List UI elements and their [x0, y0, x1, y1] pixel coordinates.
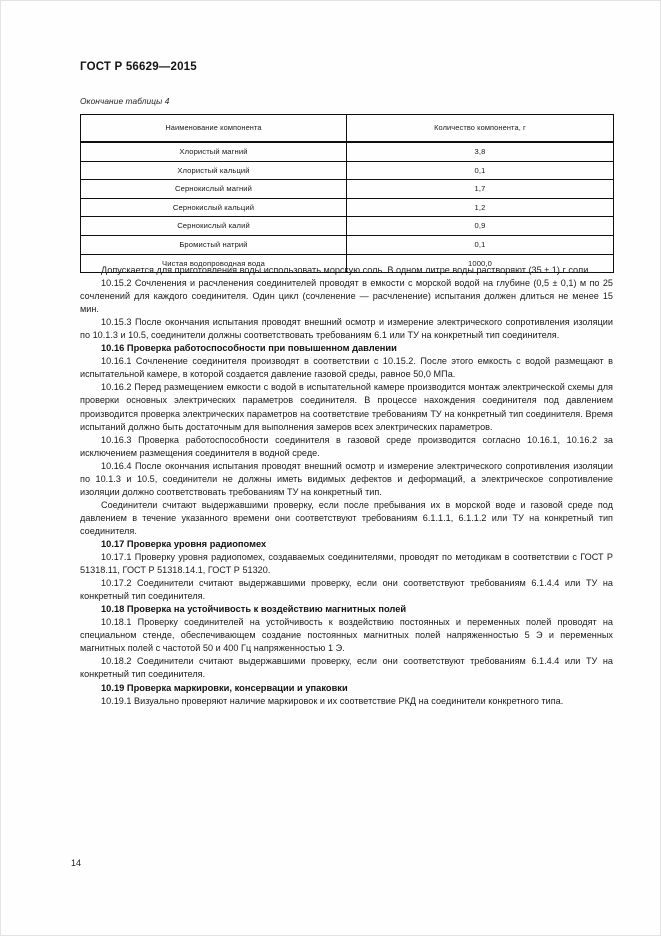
paragraph-10-15-3: 10.15.3 После окончания испытания проводят внешний осмотр и измерение электрического сопротивления изоляции по 10.1.3 и 10.5, соединители должны соответствовать требованиям 6.1 или ТУ на конкретный тип соединителя. — [80, 317, 613, 341]
paragraph-10-16-3: 10.16.3 Проверка работоспособности соединителя в газовой среде производится согласно 10.16.1, 10.16.2 за исключением размещения соединителя в водной среде. — [80, 434, 613, 458]
cell-component: Бромистый натрий — [81, 235, 347, 254]
cell-component: Сернокислый калий — [81, 217, 347, 236]
table-caption: Окончание таблицы 4 — [80, 96, 170, 106]
table-row — [81, 235, 614, 254]
paragraph-10-16-4: 10.16.4 После окончания испытания проводят внешний осмотр и измерение электрического сопротивления изоляции по 10.1.3 и 10.5, соединители не должны иметь видимых дефектов и деформаций, а электрическое сопротивление изоляции должно соответствовать требованиям ТУ на конкретный тип. — [80, 460, 613, 497]
table-header-row — [81, 115, 614, 143]
table-row — [81, 180, 614, 199]
cell-amount: 1000,0 — [347, 254, 614, 273]
paragraph-10-16-2: 10.16.2 Перед размещением емкости с водой в испытательной камере производится монтаж электрической схемы для проверки основных электрических параметров соединителя. В процессе нахождения соединителя под давлением производится проверка электрических параметров на соответствие требованиям ТУ на конкретный тип соединителя. Время испытаний должно быть достаточным для выполнения замеров всех электрических параметров. — [80, 382, 613, 432]
cell-component: Сернокислый магний — [81, 180, 347, 199]
cell-component: Хлористый магний — [81, 142, 347, 161]
cell-amount: 0,9 — [347, 217, 614, 236]
heading-10-18: 10.18 Проверка на устойчивость к воздействию магнитных полей — [101, 604, 407, 615]
heading-10-17: 10.17 Проверка уровня радиопомех — [101, 538, 267, 549]
paragraph-10-15-2: 10.15.2 Сочленения и расчленения соединителей проводят в емкости с морской водой на глубине (0,5 ± 0,1) м по 25 сочленений для каждого соединителя. Один цикл (сочленение — расчленение) испытания должен длиться не менее 15 мин. — [80, 278, 613, 315]
body-text-column — [80, 264, 613, 708]
paragraph-10-16-1: 10.16.1 Сочленение соединителя производят в соответствии с 10.15.2. После этого емкость с водой размещают в испытательной камере, в которой создается давление газовой среды, равное 50,0 МПа. — [80, 356, 613, 380]
cell-amount: 0,1 — [347, 161, 614, 180]
cell-component: Чистая водопроводная вода — [81, 254, 347, 273]
heading-10-19: 10.19 Проверка маркировки, консервации и упаковки — [101, 682, 348, 693]
table-row — [81, 217, 614, 236]
heading-10-16: 10.16 Проверка работоспособности при повышенном давлении — [101, 343, 397, 354]
paragraph-10-18-1: 10.18.1 Проверку соединителей на устойчивость к воздействию постоянных и переменных полей проводят на специальном стенде, обеспечивающем создание постоянных магнитных полей напряженностью 5 Э и переменных магнитных полей с частотой 50 и 400 Гц напряженностью 1 Э. — [80, 617, 613, 654]
table-header — [81, 115, 614, 143]
cell-amount: 3,8 — [347, 142, 614, 161]
cell-component: Хлористый кальций — [81, 161, 347, 180]
paragraph-sea-salt: Допускается для приготовления воды использовать морскую соль. В одном литре воды растворяют (35 ± 1) г соли. — [101, 265, 591, 275]
cell-amount: 1,2 — [347, 198, 614, 217]
page-content-area — [1, 1, 661, 937]
table-row — [81, 198, 614, 217]
column-header-component: Наименование компонента — [81, 115, 347, 143]
table-body — [81, 142, 614, 273]
paragraph-10-18-2: 10.18.2 Соединители считают выдержавшими проверку, если они соответствуют требованиям 6.1.4.4 или ТУ на конкретный тип соединителя. — [80, 656, 613, 680]
cell-component: Сернокислый кальций — [81, 198, 347, 217]
paragraph-10-16-conclusion: Соединители считают выдержавшими проверку, если после пребывания их в морской воде и газовой среде под давлением в течение указанного времени они соответствуют требованиям 6.1.1.1, 6.1.1.2 или ТУ на конкретный тип соединителя. — [80, 499, 613, 536]
paragraph-10-19-1: 10.19.1 Визуально проверяют наличие маркировок и их соответствие РКД на соединители конкретного типа. — [101, 695, 564, 706]
cell-amount: 1,7 — [347, 180, 614, 199]
table-row — [81, 161, 614, 180]
table-row — [81, 142, 614, 161]
paragraph-10-17-1: 10.17.1 Проверку уровня радиопомех, создаваемых соединителями, проводят по методикам в соответствии с ГОСТ Р 51318.11, ГОСТ Р 51318.14.1, ГОСТ Р 51320. — [80, 552, 613, 576]
cell-amount: 0,1 — [347, 235, 614, 254]
page-number: 14 — [71, 858, 82, 868]
standard-running-header: ГОСТ Р 56629—2015 — [80, 61, 197, 73]
column-header-amount: Количество компонента, г — [347, 115, 614, 143]
components-table — [80, 114, 614, 273]
paragraph-10-17-2: 10.17.2 Соединители считают выдержавшими проверку, если они соответствуют требованиям 6.1.4.4 или ТУ на конкретный тип соединителя. — [80, 578, 613, 602]
